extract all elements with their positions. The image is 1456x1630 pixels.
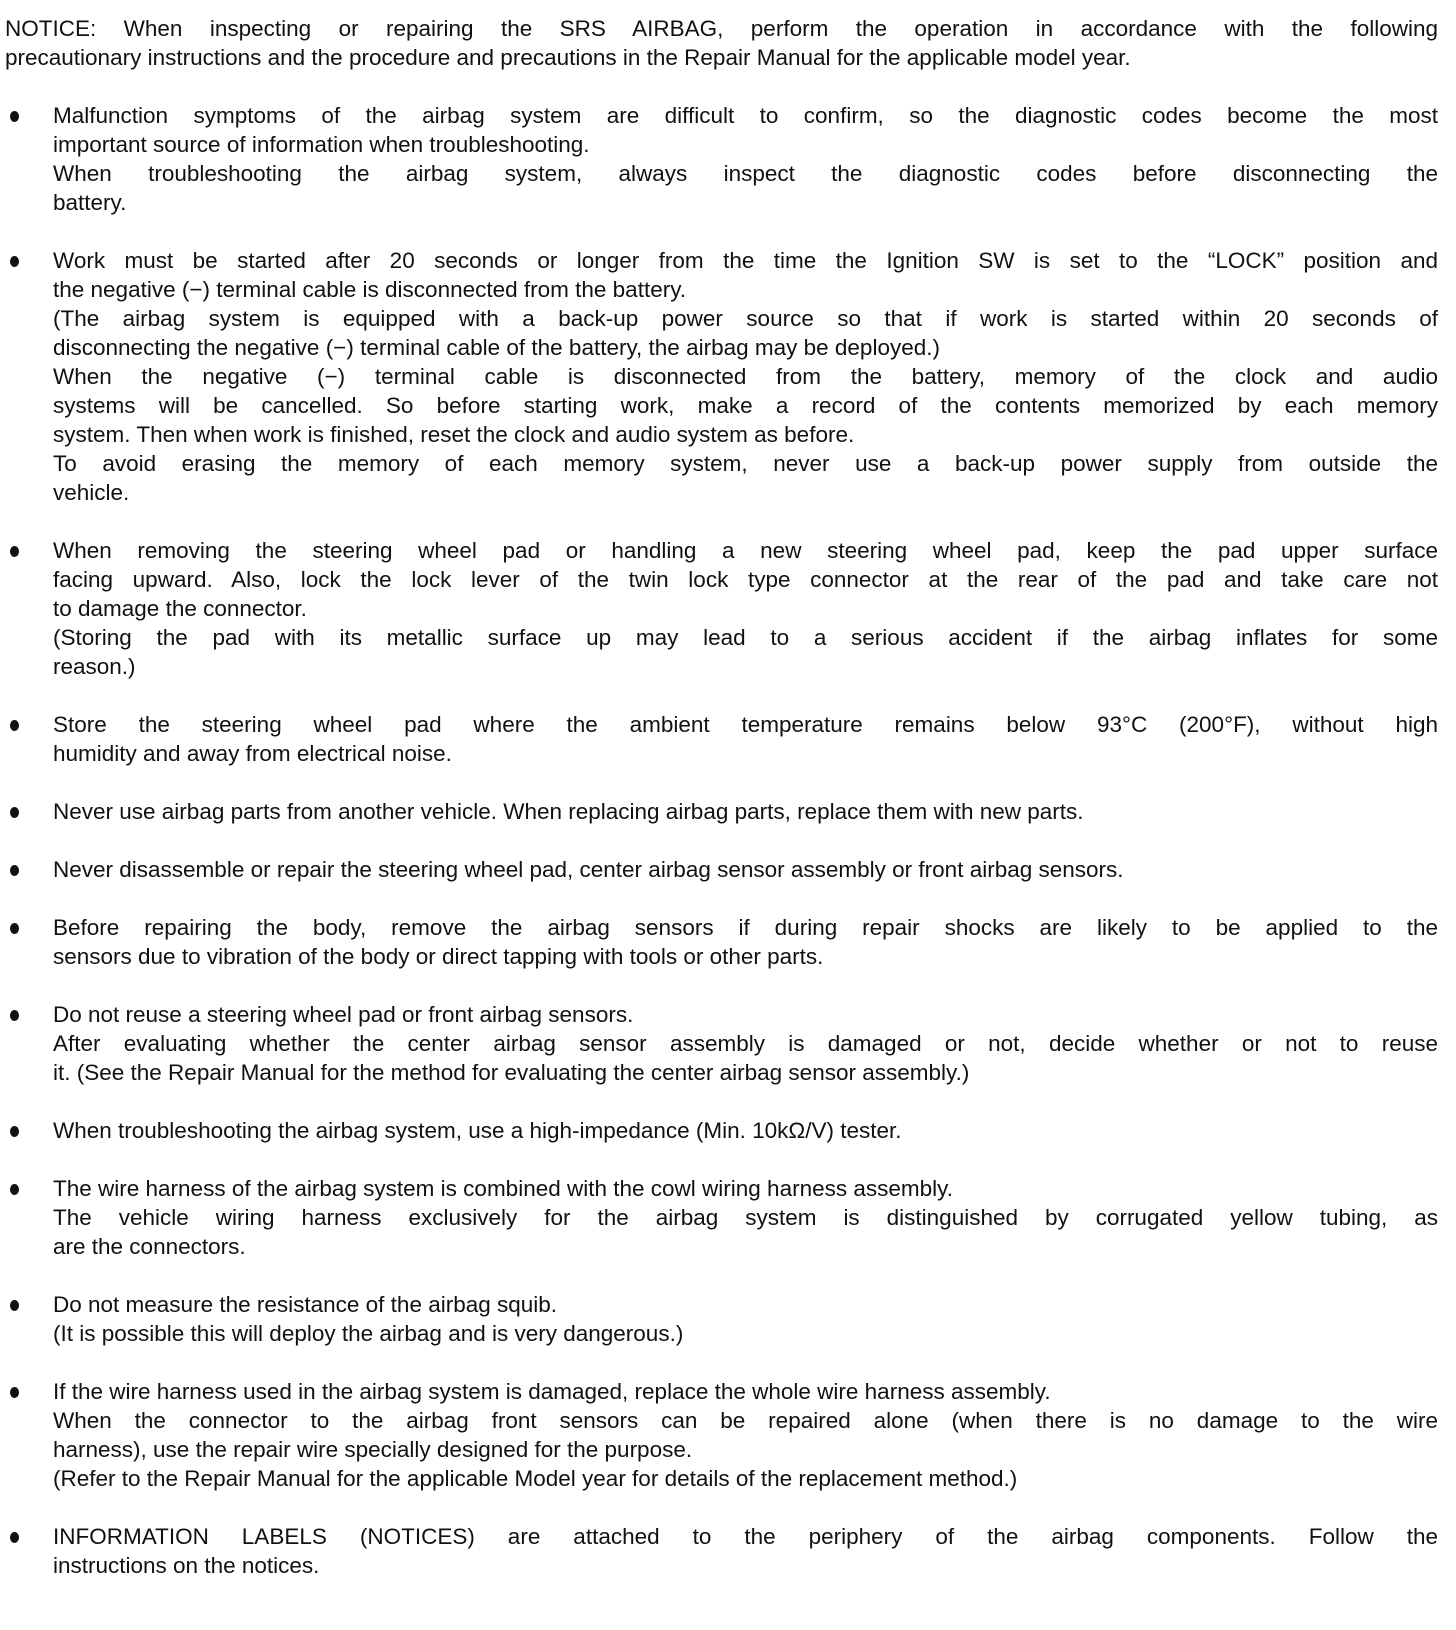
list-item (5, 101, 1438, 217)
paragraph (53, 855, 1438, 884)
text-line: Work must be started after 20 seconds or longer from the time the Ignition SW is set to the “LOCK” position and (53, 248, 1438, 273)
text-line: Malfunction symptoms of the airbag system are difficult to confirm, so the diagnostic codes become the most (53, 103, 1438, 128)
text-line: (Refer to the Repair Manual for the applicable Model year for details of the replacement method.) (53, 1466, 1018, 1491)
paragraph (53, 1522, 1438, 1580)
paragraph (53, 797, 1438, 826)
text-line: When troubleshooting the airbag system, always inspect the diagnostic codes before disconnecting the (53, 161, 1438, 186)
paragraph (53, 1174, 1438, 1203)
text-line: system. Then when work is finished, reset the clock and audio system as before. (53, 422, 855, 447)
precaution-list (5, 101, 1438, 1580)
text-line: (The airbag system is equipped with a back-up power source so that if work is started within 20 seconds of (53, 306, 1438, 331)
list-item (5, 1290, 1438, 1348)
paragraph (53, 1029, 1438, 1087)
bullet-icon (10, 1300, 19, 1311)
text-line: it. (See the Repair Manual for the method for evaluating the center airbag sensor assembly.) (53, 1060, 970, 1085)
paragraph (53, 1464, 1438, 1493)
text-line: If the wire harness used in the airbag system is damaged, replace the whole wire harness assembly. (53, 1379, 1051, 1404)
paragraph (53, 913, 1438, 971)
text-line: vehicle. (53, 480, 130, 505)
bullet-icon (10, 546, 19, 557)
paragraph (53, 1203, 1438, 1261)
text-line: harness), use the repair wire specially designed for the purpose. (53, 1437, 693, 1462)
list-item (5, 913, 1438, 971)
text-line: disconnecting the negative (−) terminal cable of the battery, the airbag may be deployed.) (53, 335, 940, 360)
text-line: Before repairing the body, remove the airbag sensors if during repair shocks are likely to be applied to the (53, 915, 1438, 940)
list-item (5, 797, 1438, 826)
paragraph (53, 449, 1438, 507)
text-line: Never disassemble or repair the steering wheel pad, center airbag sensor assembly or front airbag sensors. (53, 857, 1124, 882)
text-line: Do not measure the resistance of the airbag squib. (53, 1292, 558, 1317)
bullet-icon (10, 111, 19, 122)
bullet-icon (10, 865, 19, 876)
paragraph (53, 536, 1438, 623)
text-line: (Storing the pad with its metallic surface up may lead to a serious accident if the airbag inflates for some (53, 625, 1438, 650)
list-item (5, 1174, 1438, 1261)
text-line: When the negative (−) terminal cable is disconnected from the battery, memory of the clock and audio (53, 364, 1438, 389)
text-line: When troubleshooting the airbag system, use a high-impedance (Min. 10kΩ/V) tester. (53, 1118, 902, 1143)
bullet-icon (10, 1184, 19, 1195)
text-line: to damage the connector. (53, 596, 307, 621)
bullet-icon (10, 1532, 19, 1543)
list-item (5, 1000, 1438, 1087)
list-item (5, 246, 1438, 507)
text-line: are the connectors. (53, 1234, 246, 1259)
bullet-icon (10, 1126, 19, 1137)
text-line: the negative (−) terminal cable is disconnected from the battery. (53, 277, 687, 302)
text-line: After evaluating whether the center airbag sensor assembly is damaged or not, decide whether or not to reuse (53, 1031, 1438, 1056)
paragraph (53, 246, 1438, 304)
text-line: To avoid erasing the memory of each memory system, never use a back-up power supply from outside the (53, 451, 1438, 476)
list-item (5, 1522, 1438, 1580)
paragraph (53, 623, 1438, 681)
text-line: instructions on the notices. (53, 1553, 320, 1578)
text-line: When removing the steering wheel pad or handling a new steering wheel pad, keep the pad upper surface (53, 538, 1438, 563)
text-line: The wire harness of the airbag system is combined with the cowl wiring harness assembly. (53, 1176, 953, 1201)
paragraph (53, 1319, 1438, 1348)
bullet-icon (10, 1010, 19, 1021)
paragraph (53, 1377, 1438, 1406)
paragraph (53, 1290, 1438, 1319)
bullet-icon (10, 256, 19, 267)
bullet-icon (10, 807, 19, 818)
list-item (5, 536, 1438, 681)
list-item (5, 1116, 1438, 1145)
bullet-icon (10, 720, 19, 731)
text-line: INFORMATION LABELS (NOTICES) are attached to the periphery of the airbag components. Follow the (53, 1524, 1438, 1549)
paragraph (53, 1116, 1438, 1145)
notice-heading (5, 14, 1438, 72)
text-line: facing upward. Also, lock the lock lever of the twin lock type connector at the rear of the pad and take care not (53, 567, 1438, 592)
paragraph (53, 1000, 1438, 1029)
text-line: Do not reuse a steering wheel pad or front airbag sensors. (53, 1002, 634, 1027)
text-line: important source of information when troubleshooting. (53, 132, 590, 157)
text-line: (It is possible this will deploy the airbag and is very dangerous.) (53, 1321, 684, 1346)
bullet-icon (10, 1387, 19, 1398)
text-line: reason.) (53, 654, 136, 679)
list-item (5, 855, 1438, 884)
text-line: sensors due to vibration of the body or direct tapping with tools or other parts. (53, 944, 824, 969)
text-line: Store the steering wheel pad where the ambient temperature remains below 93°C (200°F), without high (53, 712, 1438, 737)
text-line: humidity and away from electrical noise. (53, 741, 452, 766)
notice-line: NOTICE: When inspecting or repairing the SRS AIRBAG, perform the operation in accordance with the following (5, 16, 1438, 41)
list-item (5, 710, 1438, 768)
bullet-icon (10, 923, 19, 934)
text-line: battery. (53, 190, 127, 215)
paragraph (53, 159, 1438, 217)
paragraph (53, 101, 1438, 159)
text-line: Never use airbag parts from another vehicle. When replacing airbag parts, replace them with new parts. (53, 799, 1084, 824)
paragraph (53, 304, 1438, 362)
text-line: When the connector to the airbag front sensors can be repaired alone (when there is no damage to the wire (53, 1408, 1438, 1433)
text-line: The vehicle wiring harness exclusively for the airbag system is distinguished by corrugated yellow tubing, as (53, 1205, 1438, 1230)
paragraph (53, 362, 1438, 449)
notice-line: precautionary instructions and the procedure and precautions in the Repair Manual for the applicable model year. (5, 45, 1131, 70)
text-line: systems will be cancelled. So before starting work, make a record of the contents memorized by each memory (53, 393, 1438, 418)
list-item (5, 1377, 1438, 1493)
paragraph (53, 710, 1438, 768)
paragraph (53, 1406, 1438, 1464)
